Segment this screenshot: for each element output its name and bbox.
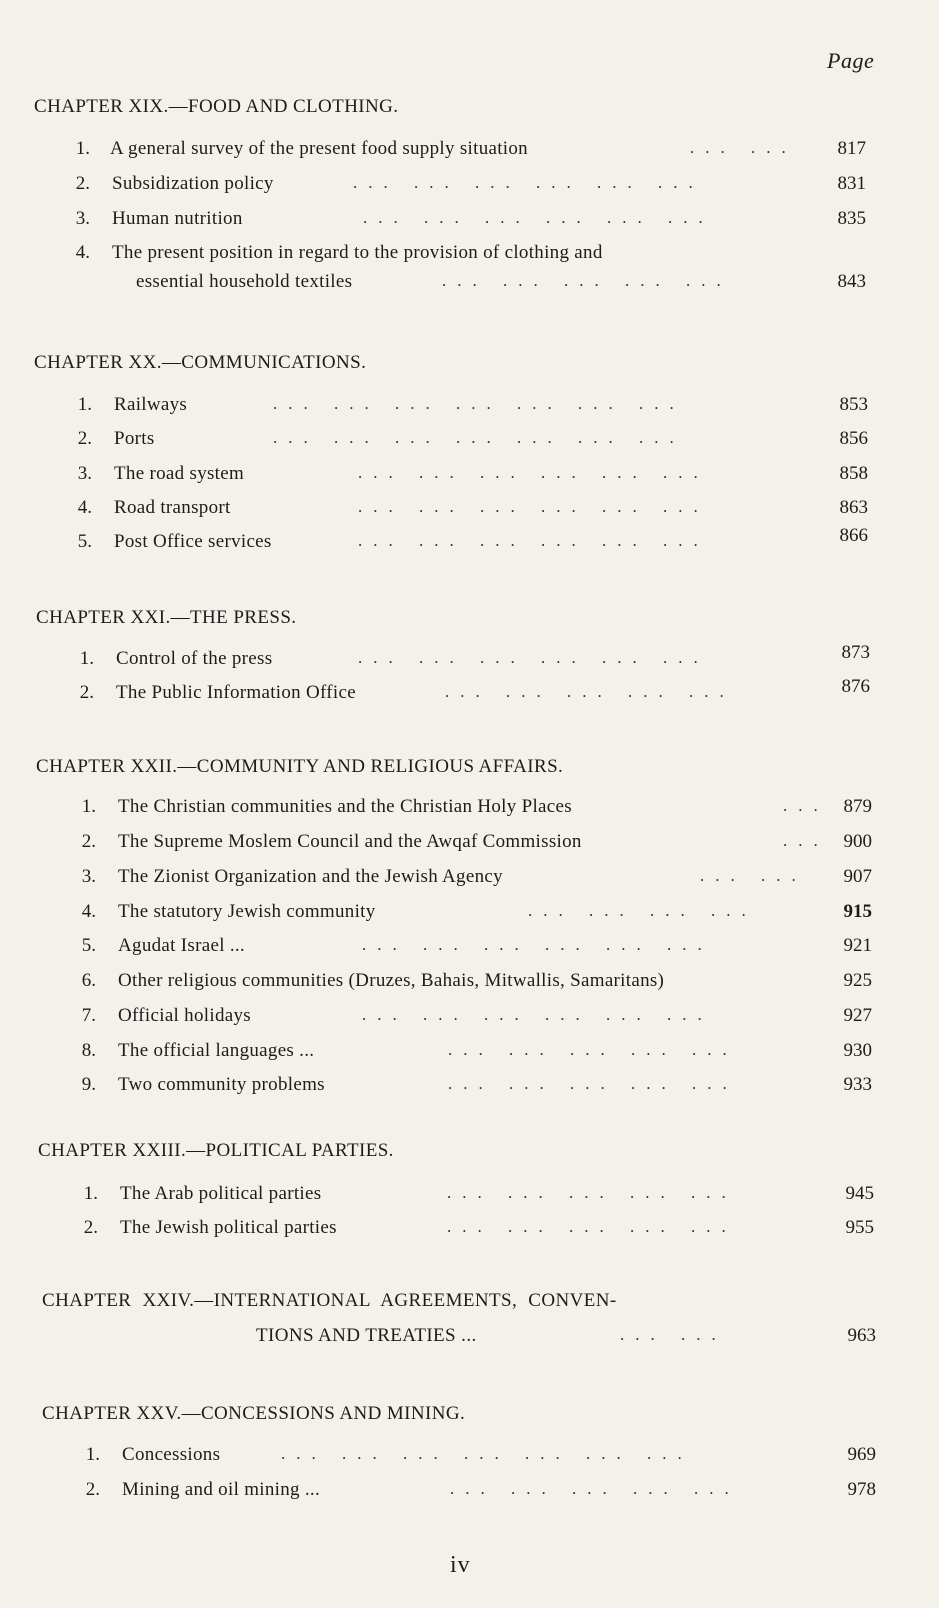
toc-entry[interactable]: [0, 1183, 939, 1213]
entry-title: Official holidays: [118, 1005, 251, 1026]
chapter-title: CHAPTER XXII.—COMMUNITY AND RELIGIOUS AFFAIRS.: [36, 756, 564, 777]
leader-dots: ... ... ... ... ... ... ...: [273, 394, 685, 413]
entry-number: 6.: [81, 970, 96, 991]
leader-dots: ... ... ... ...: [528, 901, 757, 920]
leader-dots: ... ... ... ... ...: [442, 271, 732, 290]
entry-page: 921: [843, 935, 872, 956]
leader-dots: ... ...: [700, 866, 807, 885]
chapter-title: CHAPTER XXI.—THE PRESS.: [36, 607, 297, 628]
entry-page: 856: [839, 428, 868, 449]
leader-dots: ... ... ... ... ...: [445, 682, 735, 701]
leader-dots: ... ... ... ... ... ... ...: [281, 1444, 693, 1463]
entry-number: 1.: [77, 394, 92, 415]
entry-number: 3.: [75, 208, 90, 229]
toc-entry[interactable]: [0, 1444, 939, 1474]
page-folio: iv: [450, 1552, 471, 1578]
entry-title: Subsidization policy: [112, 173, 274, 194]
entry-number: 2.: [77, 428, 92, 449]
page-column-label: Page: [827, 48, 875, 73]
leader-dots: ... ... ... ... ... ...: [363, 208, 714, 227]
entry-page: 933: [843, 1074, 872, 1095]
entry-page: 945: [845, 1183, 874, 1204]
entry-title: Post Office services: [114, 531, 272, 552]
leader-dots: ... ... ... ... ...: [447, 1217, 737, 1236]
entry-title: Road transport: [114, 497, 231, 518]
entry-number: 4.: [77, 497, 92, 518]
entry-page: 858: [839, 463, 868, 484]
entry-number: 1.: [75, 138, 90, 159]
entry-page: 927: [843, 1005, 872, 1026]
entry-page: 873: [841, 642, 870, 663]
toc-entry[interactable]: [0, 497, 939, 527]
entry-page: 978: [847, 1479, 876, 1500]
entry-number: 2.: [75, 173, 90, 194]
entry-page: 879: [843, 796, 872, 817]
leader-dots: ...: [783, 796, 829, 815]
entry-title: Concessions: [122, 1444, 221, 1465]
entry-title: Ports: [114, 428, 155, 449]
entry-number: 1.: [81, 796, 96, 817]
entry-page: 963: [847, 1325, 876, 1346]
toc-entry[interactable]: [0, 242, 939, 272]
entry-number: 2.: [79, 682, 94, 703]
entry-number: 1.: [85, 1444, 100, 1465]
entry-number: 3.: [81, 866, 96, 887]
entry-number: 1.: [83, 1183, 98, 1204]
leader-dots: ... ... ... ... ...: [448, 1040, 738, 1059]
entry-page: 876: [841, 676, 870, 697]
entry-title: Human nutrition: [112, 208, 243, 229]
entry-page: 900: [843, 831, 872, 852]
leader-dots: ... ... ... ... ...: [448, 1074, 738, 1093]
entry-page: 955: [845, 1217, 874, 1238]
entry-number: 2.: [83, 1217, 98, 1238]
toc-entry[interactable]: [0, 831, 939, 861]
toc-entry[interactable]: [0, 1005, 939, 1035]
toc-entry[interactable]: [0, 796, 939, 826]
toc-entry[interactable]: [0, 428, 939, 458]
leader-dots: ... ... ... ... ...: [447, 1183, 737, 1202]
toc-entry[interactable]: [0, 208, 939, 238]
leader-dots: ... ... ... ... ... ...: [358, 531, 709, 550]
entry-title: Railways: [114, 394, 188, 415]
entry-page: 925: [843, 970, 872, 991]
entry-page: 817: [837, 138, 866, 159]
toc-entry[interactable]: [0, 1040, 939, 1070]
leader-dots: ... ...: [620, 1325, 727, 1344]
entry-page: 969: [847, 1444, 876, 1465]
entry-title: The Christian communities and the Christian Holy Places: [118, 796, 572, 817]
entry-title: Two community problems: [118, 1074, 325, 1095]
entry-title: Other religious communities (Druzes, Bahais, Mitwallis, Samaritans): [118, 970, 665, 991]
toc-entry[interactable]: [0, 1217, 939, 1247]
entry-page: 853: [839, 394, 868, 415]
leader-dots: ... ... ... ... ... ...: [362, 935, 713, 954]
toc-entry[interactable]: [0, 525, 939, 561]
entry-title: Control of the press: [116, 648, 273, 669]
entry-title: Agudat Israel ...: [118, 935, 245, 956]
leader-dots: ... ... ... ... ...: [450, 1479, 740, 1498]
leader-dots: ... ... ... ... ... ...: [353, 173, 704, 192]
chapter-title: CHAPTER XXIV.—INTERNATIONAL AGREEMENTS, CONVEN-: [42, 1290, 617, 1311]
toc-entry[interactable]: [0, 901, 939, 931]
leader-dots: ... ... ... ... ... ... ...: [273, 428, 685, 447]
entry-title: The Public Information Office: [116, 682, 356, 703]
entry-title: The road system: [114, 463, 245, 484]
entry-title: The Arab political parties: [120, 1183, 322, 1204]
entry-number: 7.: [81, 1005, 96, 1026]
leader-dots: ... ... ... ... ... ...: [358, 648, 709, 667]
toc-entry[interactable]: [0, 970, 939, 1000]
entry-number: 2.: [81, 831, 96, 852]
entry-number: 4.: [81, 901, 96, 922]
toc-entry[interactable]: [0, 676, 939, 712]
toc-entry[interactable]: [0, 138, 939, 168]
entry-title: The Supreme Moslem Council and the Awqaf Commission: [118, 831, 582, 852]
leader-dots: ...: [783, 831, 829, 850]
entry-title: The Zionist Organization and the Jewish Agency: [118, 866, 503, 887]
toc-entry[interactable]: [0, 935, 939, 965]
entry-number: 8.: [81, 1040, 96, 1061]
leader-dots: ... ... ... ... ... ...: [358, 497, 709, 516]
toc-entry[interactable]: [0, 394, 939, 424]
entry-title: The official languages ...: [118, 1040, 315, 1061]
chapter-title-continued: TIONS AND TREATIES ...: [256, 1325, 477, 1346]
entry-number: 5.: [81, 935, 96, 956]
leader-dots: ... ... ... ... ... ...: [358, 463, 709, 482]
toc-entry[interactable]: [0, 1074, 939, 1104]
entry-number: 5.: [77, 531, 92, 552]
entry-number: 9.: [81, 1074, 96, 1095]
entry-number: 1.: [79, 648, 94, 669]
chapter-title: CHAPTER XXIII.—POLITICAL PARTIES.: [38, 1140, 394, 1161]
leader-dots: ... ...: [690, 138, 797, 157]
entry-page: 831: [837, 173, 866, 194]
entry-title: The Jewish political parties: [120, 1217, 337, 1238]
entry-number: 2.: [85, 1479, 100, 1500]
entry-page: 907: [843, 866, 872, 887]
toc-entry[interactable]: [0, 642, 939, 678]
entry-title: The statutory Jewish community: [118, 901, 376, 922]
entry-number: 3.: [77, 463, 92, 484]
toc-entry[interactable]: [0, 173, 939, 203]
chapter-title: CHAPTER XIX.—FOOD AND CLOTHING.: [34, 96, 399, 117]
entry-page: 835: [837, 208, 866, 229]
leader-dots: ... ... ... ... ... ...: [362, 1005, 713, 1024]
chapter-title: CHAPTER XXV.—CONCESSIONS AND MINING.: [42, 1403, 466, 1424]
entry-title: A general survey of the present food supply situation: [110, 138, 528, 159]
entry-number: 4.: [75, 242, 90, 263]
toc-entry[interactable]: [0, 1325, 939, 1355]
entry-page: 915: [843, 901, 872, 922]
entry-page: 866: [839, 525, 868, 546]
entry-title: The present position in regard to the provision of clothing and: [112, 242, 603, 263]
entry-page: 863: [839, 497, 868, 518]
entry-title: Mining and oil mining ...: [122, 1479, 321, 1500]
toc-entry[interactable]: [0, 866, 939, 896]
entry-title-continued: essential household textiles: [136, 271, 353, 292]
toc-entry[interactable]: [0, 463, 939, 493]
entry-page: 930: [843, 1040, 872, 1061]
entry-page: 843: [837, 271, 866, 292]
toc-entry-continuation: [0, 271, 939, 301]
chapter-title: CHAPTER XX.—COMMUNICATIONS.: [34, 352, 367, 373]
toc-entry[interactable]: [0, 1479, 939, 1509]
